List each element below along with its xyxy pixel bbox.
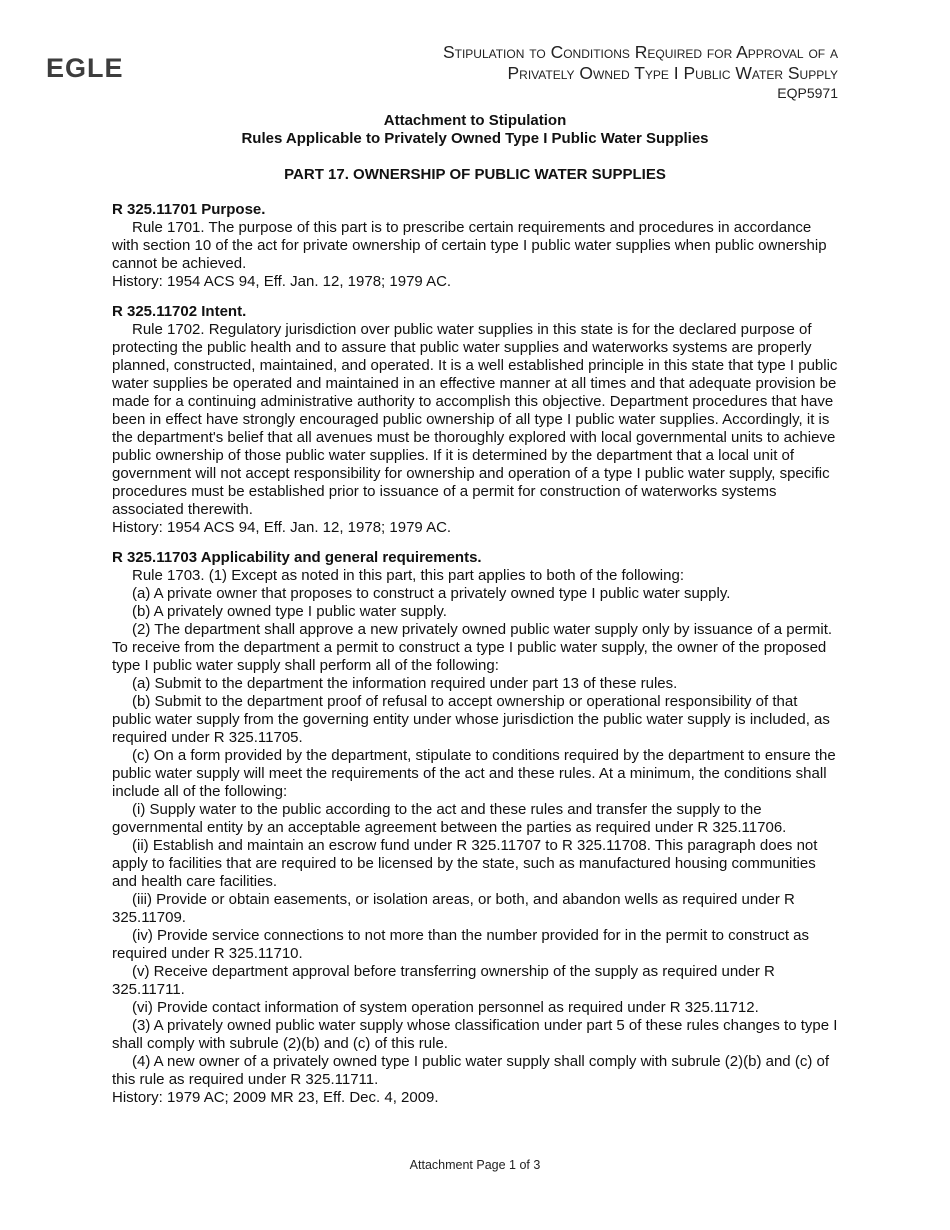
section-title: R 325.11702 Intent. xyxy=(112,303,247,320)
section-paragraph: (4) A new owner of a privately owned type I public water supply shall comply with subrule (2)(b) and (c) of this rule as required under R 325.11711. xyxy=(112,1053,829,1088)
attachment-subtitle: Rules Applicable to Privately Owned Type I Public Water Supplies xyxy=(241,130,709,147)
form-title-line-2: Privately Owned Type I Public Water Supply xyxy=(507,63,838,83)
section-paragraph: Rule 1703. (1) Except as noted in this part, this part applies to both of the following: xyxy=(132,567,684,584)
section-1702 xyxy=(112,303,840,537)
part-title: PART 17. OWNERSHIP OF PUBLIC WATER SUPPLIES xyxy=(284,166,666,183)
section-paragraph: (2) The department shall approve a new privately owned public water supply only by issuance of a permit. To receive from the department a permit to construct a type I public water supply, the owner of the proposed type I public water supply shall perform all of the following: xyxy=(112,621,833,674)
egle-logo: EGLE xyxy=(46,53,124,83)
section-paragraph: (a) Submit to the department the information required under part 13 of these rules. xyxy=(132,675,678,692)
section-paragraph: (iv) Provide service connections to not more than the number provided for in the permit to construct as required under R 325.11710. xyxy=(112,927,809,962)
section-history: History: 1979 AC; 2009 MR 23, Eff. Dec. 4, 2009. xyxy=(112,1089,439,1106)
form-title-line-1: Stipulation to Conditions Required for Approval of a xyxy=(442,42,838,62)
section-1703 xyxy=(112,549,840,1107)
form-header xyxy=(443,42,838,103)
section-title: R 325.11703 Applicability and general requirements. xyxy=(112,549,482,566)
attachment-title: Attachment to Stipulation xyxy=(383,112,567,129)
section-paragraph: (i) Supply water to the public according to the act and these rules and transfer the supply to the governmental entity by an acceptable agreement between the parties as required under R 325.11706. xyxy=(112,801,787,836)
section-history: History: 1954 ACS 94, Eff. Jan. 12, 1978; 1979 AC. xyxy=(112,519,452,536)
page-footer: Attachment Page 1 of 3 xyxy=(409,1158,541,1172)
section-title: R 325.11701 Purpose. xyxy=(112,201,266,218)
form-id: EQP5971 xyxy=(777,85,838,101)
section-paragraph: (ii) Establish and maintain an escrow fund under R 325.11707 to R 325.11708. This paragraph does not apply to facilities that are required to be licensed by the state, such as manufactured housing communities and health care facilities. xyxy=(112,837,818,890)
section-history: History: 1954 ACS 94, Eff. Jan. 12, 1978; 1979 AC. xyxy=(112,273,452,290)
section-paragraph: (b) A privately owned type I public water supply. xyxy=(132,603,447,620)
document-body xyxy=(112,201,840,1107)
section-paragraph: Rule 1701. The purpose of this part is to prescribe certain requirements and procedures in accordance with section 10 of the act for private ownership of certain type I public water supplies when public ownership cannot be achieved. xyxy=(112,219,827,272)
section-paragraph: (c) On a form provided by the department, stipulate to conditions required by the department to ensure the public water supply will meet the requirements of the act and these rules. At a minimum, the conditions shall include all of the following: xyxy=(112,747,836,800)
section-paragraph: (3) A privately owned public water supply whose classification under part 5 of these rules changes to type I shall comply with subrule (2)(b) and (c) of this rule. xyxy=(112,1017,838,1052)
section-1701 xyxy=(112,201,840,291)
section-paragraph: (b) Submit to the department proof of refusal to accept ownership or operational responsibility of that public water supply from the governing entity under whose jurisdiction the public water supply is included, as required under R 325.11705. xyxy=(112,693,830,746)
section-paragraph: (iii) Provide or obtain easements, or isolation areas, or both, and abandon wells as required under R 325.11709. xyxy=(112,891,795,926)
section-paragraph: (v) Receive department approval before transferring ownership of the supply as required under R 325.11711. xyxy=(112,963,775,998)
section-paragraph: (a) A private owner that proposes to construct a privately owned type I public water supply. xyxy=(132,585,731,602)
section-paragraph: Rule 1702. Regulatory jurisdiction over public water supplies in this state is for the declared purpose of protecting the public health and to assure that public water supplies and waterworks systems are properly planned, constructed, maintained, and operated. It is a well established principle in this state that type I public water supplies be operated and maintained in an effective manner at all times and that adequate provision be made for a continuing administrative authority to accomplish this objective. Department procedures that have been in effect have strongly encouraged public ownership of all type I public water supplies. Accordingly, it is the department's belief that all avenues must be thoroughly explored with local governmental units to achieve public ownership of those public water supplies. If it is determined by the department that a local unit of government will not accept responsibility for ownership and operation of a type I public water supply, specific procedures must be established prior to issuance of a permit for construction of waterworks systems associated therewith. xyxy=(112,321,838,518)
section-paragraph: (vi) Provide contact information of system operation personnel as required under R 325.11712. xyxy=(132,999,759,1016)
